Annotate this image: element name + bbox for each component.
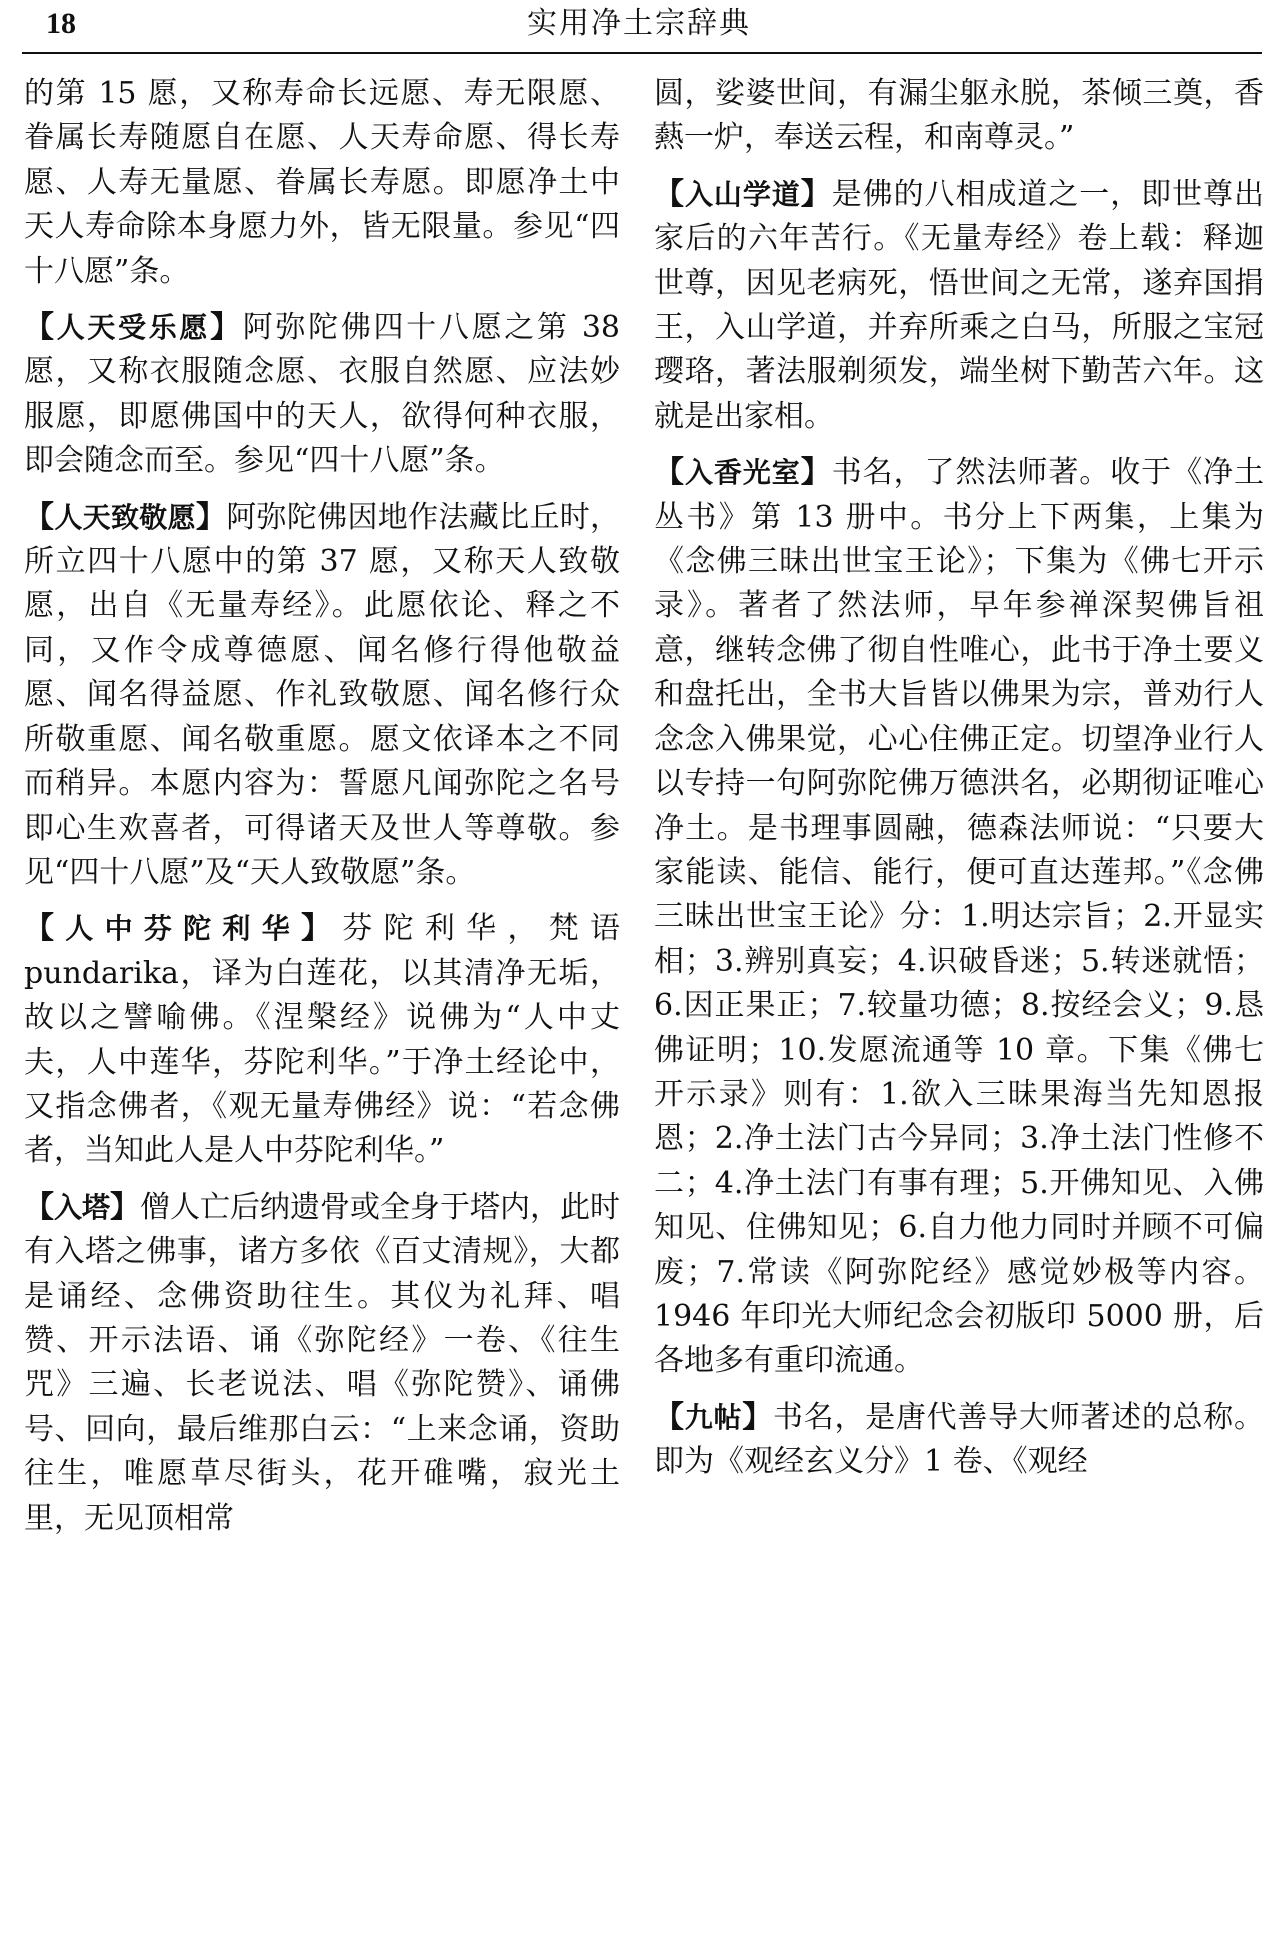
close-bracket: 】 bbox=[742, 1399, 773, 1435]
entry-body: 阿弥陀佛因地作法藏比丘时，所立四十八愿中的第 37 愿，又称天人致敬愿，出自《无量寿经》。此愿依论、释之不同，又作令成尊德愿、闻名修行得他敬益愿、闻名得益愿、作礼致敬愿、闻名修行众所敬重愿、闻名敬重愿。愿文依译本之不同而稍异。本愿内容为：誓愿凡闻弥陀之名号即心生欢喜者，可得诸天及世人等尊敬。参见“四十八愿”及“天人致敬愿”条。 bbox=[24, 499, 621, 890]
right-column bbox=[654, 72, 1264, 1497]
open-bracket: 【 bbox=[654, 176, 685, 212]
close-bracket: 】 bbox=[110, 1189, 141, 1225]
open-bracket: 【 bbox=[24, 1189, 54, 1225]
open-bracket: 【 bbox=[24, 499, 55, 535]
dictionary-entry bbox=[654, 1396, 1264, 1485]
open-bracket: 【 bbox=[24, 310, 57, 346]
entry-continuation bbox=[654, 72, 1264, 161]
entry-body: 阿弥陀佛四十八愿之第 38 愿，又称衣服随念愿、衣服自然愿、应法妙服愿，即愿佛国中的天人，欲得何种衣服，即会随念而至。参见“四十八愿”条。 bbox=[24, 310, 621, 479]
entry-body: 的第 15 愿，又称寿命长远愿、寿无限愿、眷属长寿随愿自在愿、人天寿命愿、得长寿愿、人寿无量愿、眷属长寿愿。即愿净土中天人寿命除本身愿力外，皆无限量。参见“四十八愿”条。 bbox=[24, 76, 620, 289]
entry-headword: 入山学道 bbox=[684, 177, 801, 211]
dictionary-entry bbox=[24, 496, 620, 896]
close-bracket: 】 bbox=[800, 176, 832, 212]
page-number: 18 bbox=[46, 7, 76, 40]
dictionary-entry bbox=[24, 907, 620, 1173]
entry-headword: 人天致敬愿 bbox=[54, 500, 196, 534]
running-title: 实用净土宗辞典 bbox=[527, 6, 751, 41]
close-bracket: 】 bbox=[210, 310, 243, 346]
open-bracket: 【 bbox=[654, 455, 685, 491]
dictionary-entry bbox=[24, 1186, 620, 1541]
close-bracket: 】 bbox=[800, 455, 832, 491]
close-bracket: 】 bbox=[195, 499, 227, 535]
entry-headword: 入塔 bbox=[54, 1190, 111, 1224]
entry-body: 芬陀利华，梵语 pundarika，译为白莲花，以其清净无垢，故以之譬喻佛。《涅槃经》说佛为“人中丈夫，人中莲华，芬陀利华。”于净土经论中，又指念佛者，《观无量寿佛经》说：“若念佛者，当知此人是人中芬陀利华。” bbox=[24, 911, 621, 1169]
page-header bbox=[0, 0, 1278, 56]
open-bracket: 【 bbox=[654, 1399, 685, 1435]
entry-body: 僧人亡后纳遗骨或全身于塔内，此时有入塔之佛事，诸方多依《百丈清规》，大都是诵经、念佛资助往生。其仪为礼拜、唱赞、开示法语、诵《弥陀经》一卷、《往生咒》三遍、长老说法、唱《弥陀赞》、诵佛号、回向，最后维那白云：“上来念诵，资助往生，唯愿草尽街头，花开碓嘴，寂光土里，无见顶相常 bbox=[24, 1189, 621, 1536]
dictionary-entry bbox=[24, 306, 620, 484]
entry-headword: 九帖 bbox=[684, 1400, 743, 1434]
close-bracket: 】 bbox=[301, 911, 343, 947]
entry-continuation bbox=[24, 72, 620, 294]
entry-headword: 人中芬陀利华 bbox=[65, 912, 302, 946]
entry-headword: 入香光室 bbox=[684, 456, 801, 490]
entry-body: 圆，娑婆世间，有漏尘躯永脱，茶倾三奠，香爇一炉，奉送云程，和南尊灵。” bbox=[654, 76, 1264, 156]
entry-body: 是佛的八相成道之一，即世尊出家后的六年苦行。《无量寿经》卷上载：释迦世尊，因见老病死，悟世间之无常，遂弃国捐王，入山学道，并弃所乘之白马，所服之宝冠璎珞，著法服剃须发，端坐树下勤苦六年。这就是出家相。 bbox=[654, 176, 1265, 434]
entry-body: 书名，了然法师著。收于《净土丛书》第 13 册中。书分上下两集，上集为《念佛三昧出世宝王论》；下集为《佛七开示录》。著者了然法师，早年参禅深契佛旨祖意，继转念佛了彻自性唯心，此书于净土要义和盘托出，全书大旨皆以佛果为宗，普劝行人念念入佛果觉，心心住佛正定。切望净业行人以专持一句阿弥陀佛万德洪名，必期彻证唯心净土。是书理事圆融，德森法师说：“只要大家能读、能信、能行，便可直达莲邦。”《念佛三昧出世宝王论》分：1.明达宗旨；2.开显实相；3.辨别真妄；4.识破昏迷；5.转迷就悟；6.因正果正；7.较量功德；8.按经会义；9.恳佛证明；10.发愿流通等 10 章。下集《佛七开示录》则有：1.欲入三昧果海当先知恩报恩；2.净土法门古今异同；3.净土法门性修不二；4.净土法门有事有理；5.开佛知见、入佛知见、住佛知见；6.自力他力同时并顾不可偏废；7.常读《阿弥陀经》感觉妙极等内容。1946 年印光大师纪念会初版印 5000 册，后各地多有重印流通。 bbox=[654, 455, 1265, 1379]
dictionary-entry bbox=[654, 451, 1264, 1384]
left-column bbox=[24, 72, 620, 1553]
header-rule bbox=[22, 52, 1262, 54]
dictionary-entry bbox=[654, 173, 1264, 439]
open-bracket: 【 bbox=[24, 911, 66, 947]
entry-headword: 人天受乐愿 bbox=[56, 311, 211, 345]
entry-body: 书名，是唐代善导大师著述的总称。即为《观经玄义分》1 卷、《观经 bbox=[654, 1399, 1265, 1480]
